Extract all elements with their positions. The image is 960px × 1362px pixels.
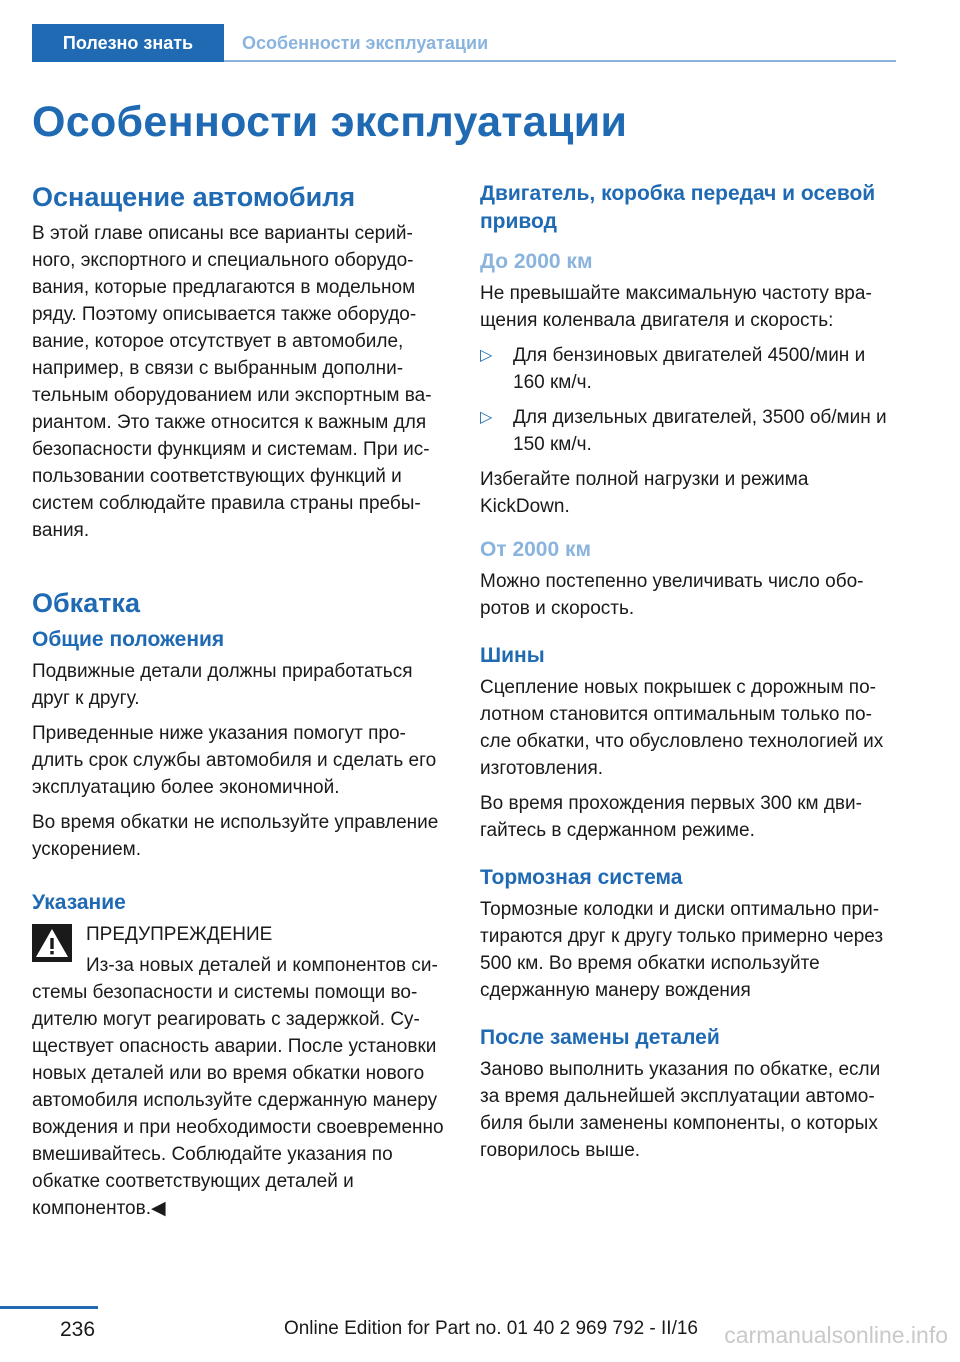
- tires-text-2: Во время прохождения первых 300 км двигайтесь в сдержанном режиме.: [480, 793, 862, 841]
- footer-divider: [0, 1306, 98, 1309]
- page-header: [0, 0, 960, 66]
- page-number: 236: [60, 1318, 96, 1341]
- arrow-right-icon: ▷: [480, 409, 493, 426]
- edition-text: Online Edition for Part no. 01 40 2 969 792 - II/16: [283, 1318, 698, 1339]
- general-text-1: Подвижные детали должны приработаться друг к другу.: [32, 661, 413, 709]
- parts-heading: После замены деталей: [480, 1026, 720, 1049]
- equipment-heading: Оснащение автомобиля: [32, 182, 356, 212]
- tires-heading: Шины: [480, 644, 545, 667]
- warning-title: ПРЕДУПРЕЖДЕНИЕ: [86, 924, 273, 945]
- up-to-2000-heading: До 2000 км: [480, 250, 593, 273]
- warning-triangle-icon: [32, 924, 72, 962]
- general-text-3: Во время обкатки не используйте управление ускорением.: [32, 812, 439, 860]
- general-text-2: Приведенные ниже указания помогут продлить срок службы автомобиля и сделать его эксплуатацию более экономичной.: [32, 723, 437, 798]
- warning-block: [32, 921, 448, 1222]
- general-heading: Общие положения: [32, 628, 225, 651]
- list-item: ▷ Для дизельных двигателей, 3500 об/мин и 150 км/ч.: [480, 404, 896, 458]
- header-divider: [224, 60, 896, 62]
- equipment-text: В этой главе описаны все варианты серийного, экспортного и специального оборудования, которые предлагаются в модельном ряду. Поэтому описывается также оборудование, которое отсутствует в автомобиле, например, в связи с выбранным дополнительным оборудованием или экспортным вариантом. Это также относится к важным для безопасности функциям и системам. При использовании соответствующих функций и систем соблюдайте правила страны пребывания.: [32, 223, 432, 541]
- left-column: [32, 180, 448, 1230]
- header-section-tab[interactable]: Полезно знать: [32, 24, 224, 62]
- engine-heading: Двигатель, коробка передач и осевой привод: [480, 182, 876, 233]
- from-2000-text: Можно постепенно увеличивать число оборотов и скорость.: [480, 571, 864, 619]
- brakes-heading: Тормозная система: [480, 866, 683, 889]
- brakes-text: Тормозные колодки и диски оптимально притираются друг к другу только примерно через 500 км. Во время обкатки используйте сдержанную манеру вождения: [480, 899, 884, 1001]
- up-to-2000-text: Не превышайте максимальную частоту вращения коленвала двигателя и скорость:: [480, 283, 872, 331]
- rpm-limit-list: [480, 342, 896, 458]
- right-column: [480, 180, 896, 1172]
- page-title: Особенности эксплуатации: [32, 98, 628, 146]
- parts-text: Заново выполнить указания по обкатке, если за время дальнейшей эксплуатации автомобиля были заменены компоненты, о которых говорилось выше.: [480, 1059, 881, 1161]
- warning-text: Из-за новых деталей и компонентов системы безопасности и системы помощи водителю могут реагировать с задержкой. Существует опасность аварии. После установки новых деталей или во время обкатки нового автомобиля используйте сдержанную манеру вождения и при необходимости своевременно вмешивайтесь. Соблюдайте указания по обкатке соответствующих деталей и компонентов.◀: [32, 955, 444, 1219]
- arrow-right-icon: ▷: [480, 347, 493, 364]
- list-item: ▷ Для бензиновых двигателей 4500/мин и 160 км/ч.: [480, 342, 896, 396]
- from-2000-heading: От 2000 км: [480, 538, 592, 561]
- tires-text-1: Сцепление новых покрышек с дорожным полотном становится оптимальным только после обкатки, что обусловлено технологией их изготовления.: [480, 677, 884, 779]
- watermark: carmanualsonline.info: [724, 1322, 948, 1348]
- avoid-load-text: Избегайте полной нагрузки и режима KickDown.: [480, 469, 809, 517]
- note-heading: Указание: [32, 891, 126, 914]
- header-chapter-label[interactable]: Особенности эксплуатации: [242, 33, 489, 53]
- breakin-heading: Обкатка: [32, 588, 140, 618]
